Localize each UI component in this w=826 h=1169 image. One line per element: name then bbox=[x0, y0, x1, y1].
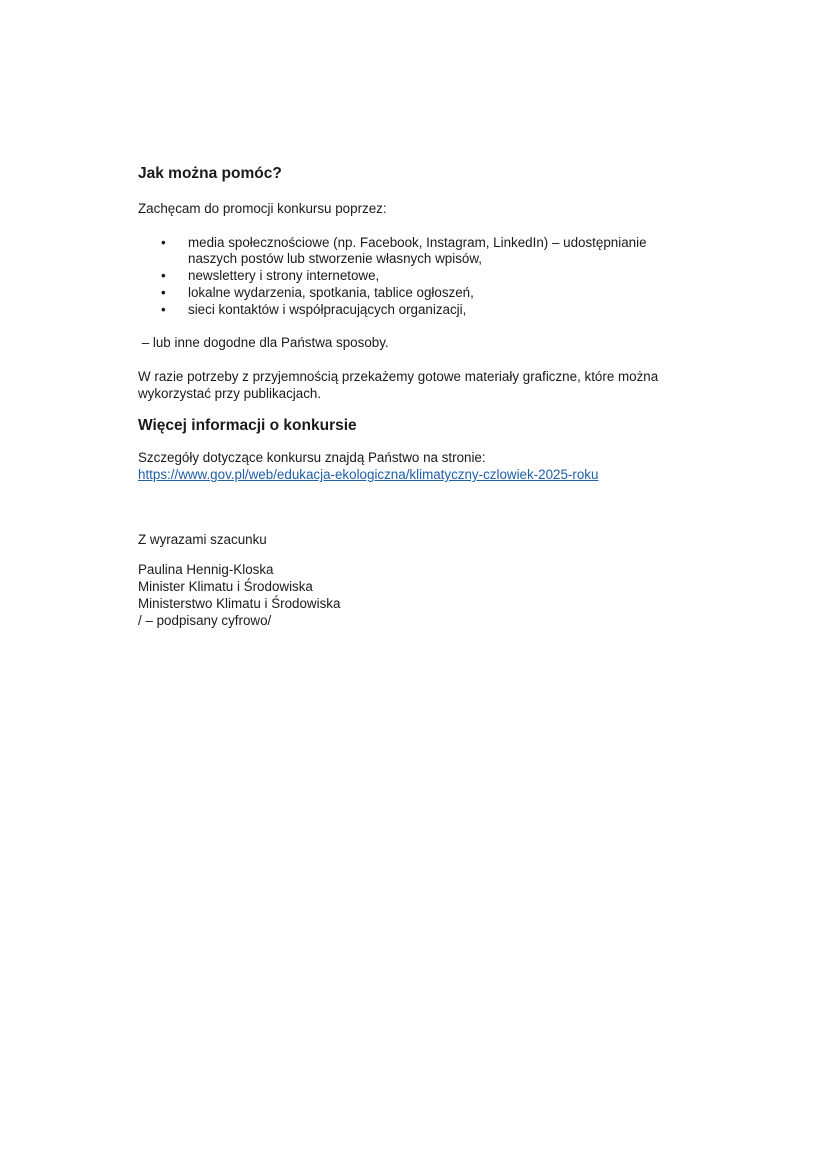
digital-signature-note: / – podpisany cyfrowo/ bbox=[138, 612, 272, 628]
list-item: • lokalne wydarzenia, spotkania, tablice ogłoszeń, bbox=[161, 284, 474, 300]
signatory-title: Minister Klimatu i Środowiska bbox=[138, 579, 313, 595]
bullet-icon: • bbox=[161, 284, 166, 300]
list-item: • newslettery i strony internetowe, bbox=[161, 268, 380, 284]
section-heading-more-info: Więcej informacji o konkursie bbox=[138, 417, 357, 435]
signatory-organization: Ministerstwo Klimatu i Środowiska bbox=[138, 595, 341, 611]
outro-paragraph: – lub inne dogodne dla Państwa sposoby. bbox=[138, 335, 389, 351]
list-item: • media społecznościowe (np. Facebook, Instagram, LinkedIn) – udostępnianie naszych postów lub stworzenie własnych wpisów, bbox=[161, 234, 647, 267]
intro-paragraph: Zachęcam do promocji konkursu poprzez: bbox=[138, 201, 387, 216]
letter-page bbox=[138, 164, 698, 629]
details-paragraph: Szczegóły dotyczące konkursu znajdą Państwo na stronie: https://www.gov.pl/web/edukacja-ekologiczna/klimatyczny-czlowiek-2025-roku bbox=[138, 450, 599, 483]
section-heading-how-to-help: Jak można pomóc? bbox=[138, 165, 282, 182]
signature-block bbox=[138, 562, 698, 629]
closing-salutation: Z wyrazami szacunku bbox=[138, 531, 267, 547]
bullet-icon: • bbox=[161, 268, 166, 284]
signatory-name: Paulina Hennig-Kloska bbox=[138, 562, 274, 578]
bullet-icon: • bbox=[161, 301, 166, 317]
list-item: • sieci kontaktów i współpracujących organizacji, bbox=[161, 301, 467, 317]
materials-paragraph: W razie potrzeby z przyjemnością przekażemy gotowe materiały graficzne, które można wykorzystać przy publikacjach. bbox=[138, 368, 659, 401]
bullet-icon: • bbox=[161, 234, 166, 250]
promotion-channels-list bbox=[138, 235, 698, 319]
contest-website-link[interactable]: https://www.gov.pl/web/edukacja-ekologiczna/klimatyczny-czlowiek-2025-roku bbox=[138, 467, 599, 483]
